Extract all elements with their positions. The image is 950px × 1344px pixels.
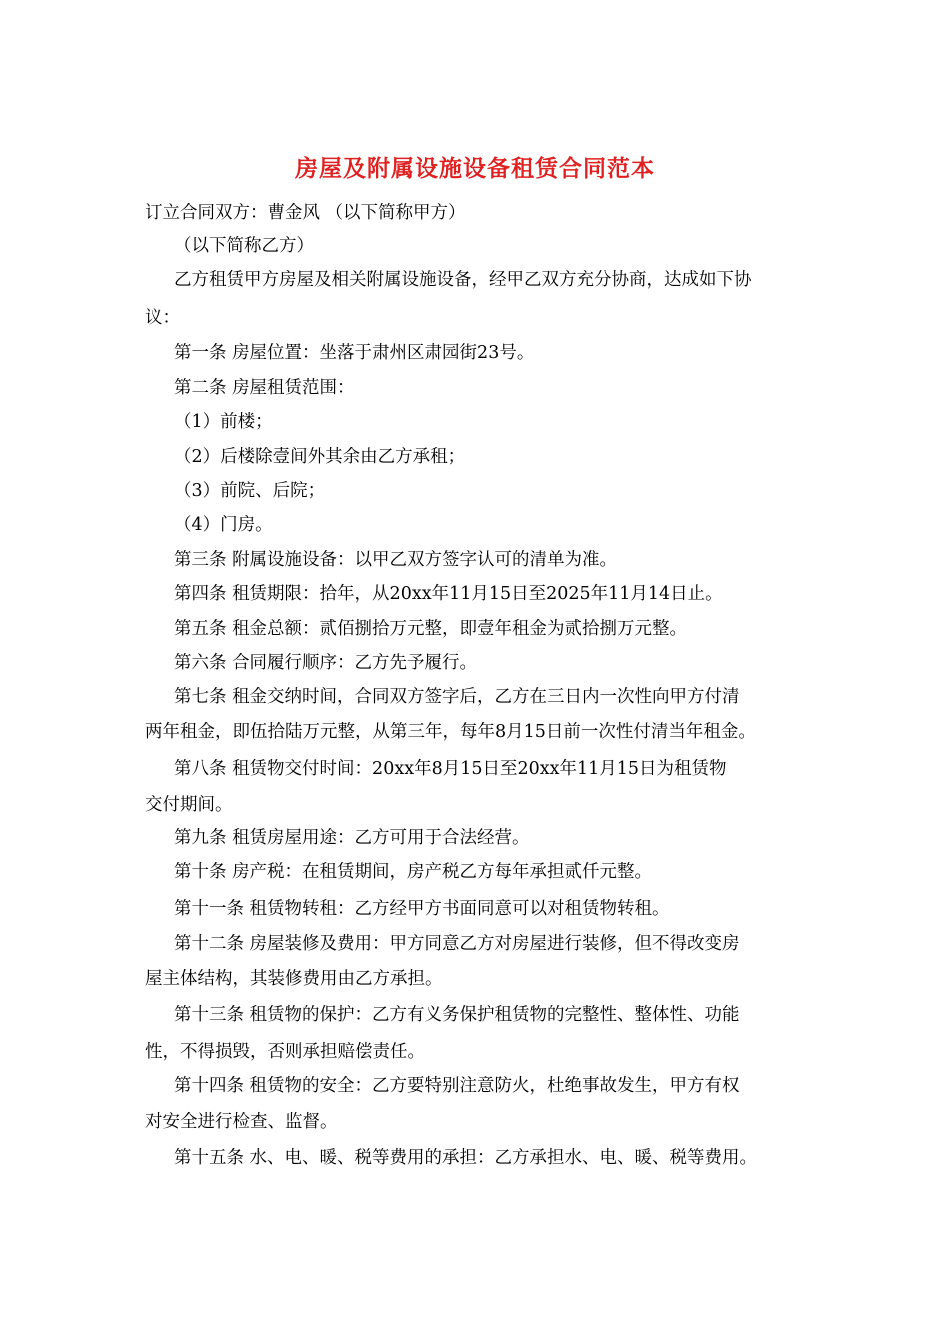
article-1: 第一条 房屋位置：坐落于肃州区肃园街23号。	[174, 343, 535, 363]
article-11: 第十一条 租赁物转租：乙方经甲方书面同意可以对租赁物转租。	[174, 899, 670, 919]
scope-item-3: （3）前院、后院；	[174, 481, 326, 501]
article-13-line-2: 性，不得损毁，否则承担赔偿责任。	[145, 1042, 425, 1062]
article-7-line-1: 第七条 租金交纳时间，合同双方签字后，乙方在三日内一次性向甲方付清	[174, 687, 740, 707]
article-13-line-1: 第十三条 租赁物的保护：乙方有义务保护租赁物的完整性、整体性、功能	[174, 1005, 740, 1025]
article-8-line-2: 交付期间。	[145, 795, 233, 815]
article-7-line-2: 两年租金，即伍拾陆万元整，从第三年，每年8月15日前一次性付清当年租金。	[145, 722, 756, 742]
article-8-line-1: 第八条 租赁物交付时间：20xx年8月15日至20xx年11月15日为租赁物	[174, 759, 727, 779]
article-9: 第九条 租赁房屋用途：乙方可用于合法经营。	[174, 828, 530, 848]
contract-parties-line: 订立合同双方：曹金风 （以下简称甲方）	[145, 203, 466, 223]
article-15: 第十五条 水、电、暖、税等费用的承担：乙方承担水、电、暖、税等费用。	[174, 1148, 758, 1168]
party-b-line: （以下简称乙方）	[174, 236, 314, 256]
scope-item-4: （4）门房。	[174, 515, 273, 535]
article-14-line-1: 第十四条 租赁物的安全：乙方要特别注意防火，杜绝事故发生，甲方有权	[174, 1076, 740, 1096]
article-2: 第二条 房屋租赁范围：	[174, 378, 355, 398]
article-12-line-2: 屋主体结构，其装修费用由乙方承担。	[145, 969, 443, 989]
article-6: 第六条 合同履行顺序：乙方先予履行。	[174, 653, 478, 673]
article-14-line-2: 对安全进行检查、监督。	[145, 1112, 338, 1132]
article-4: 第四条 租赁期限：拾年，从20xx年11月15日至2025年11月14日止。	[174, 584, 723, 604]
article-12-line-1: 第十二条 房屋装修及费用：甲方同意乙方对房屋进行装修，但不得改变房	[174, 934, 740, 954]
preamble-line-1: 乙方租赁甲方房屋及相关附属设施设备，经甲乙双方充分协商，达成如下协	[174, 270, 752, 290]
document-title: 房屋及附属设施设备租赁合同范本	[295, 155, 655, 182]
article-10: 第十条 房产税：在租赁期间，房产税乙方每年承担贰仟元整。	[174, 862, 653, 882]
article-5: 第五条 租金总额：贰佰捌拾万元整，即壹年租金为贰拾捌万元整。	[174, 619, 688, 639]
article-3: 第三条 附属设施设备：以甲乙双方签字认可的清单为准。	[174, 550, 618, 570]
scope-item-1: （1）前楼；	[174, 412, 273, 432]
scope-item-2: （2）后楼除壹间外其余由乙方承租；	[174, 447, 466, 467]
preamble-line-2: 议：	[145, 308, 180, 328]
